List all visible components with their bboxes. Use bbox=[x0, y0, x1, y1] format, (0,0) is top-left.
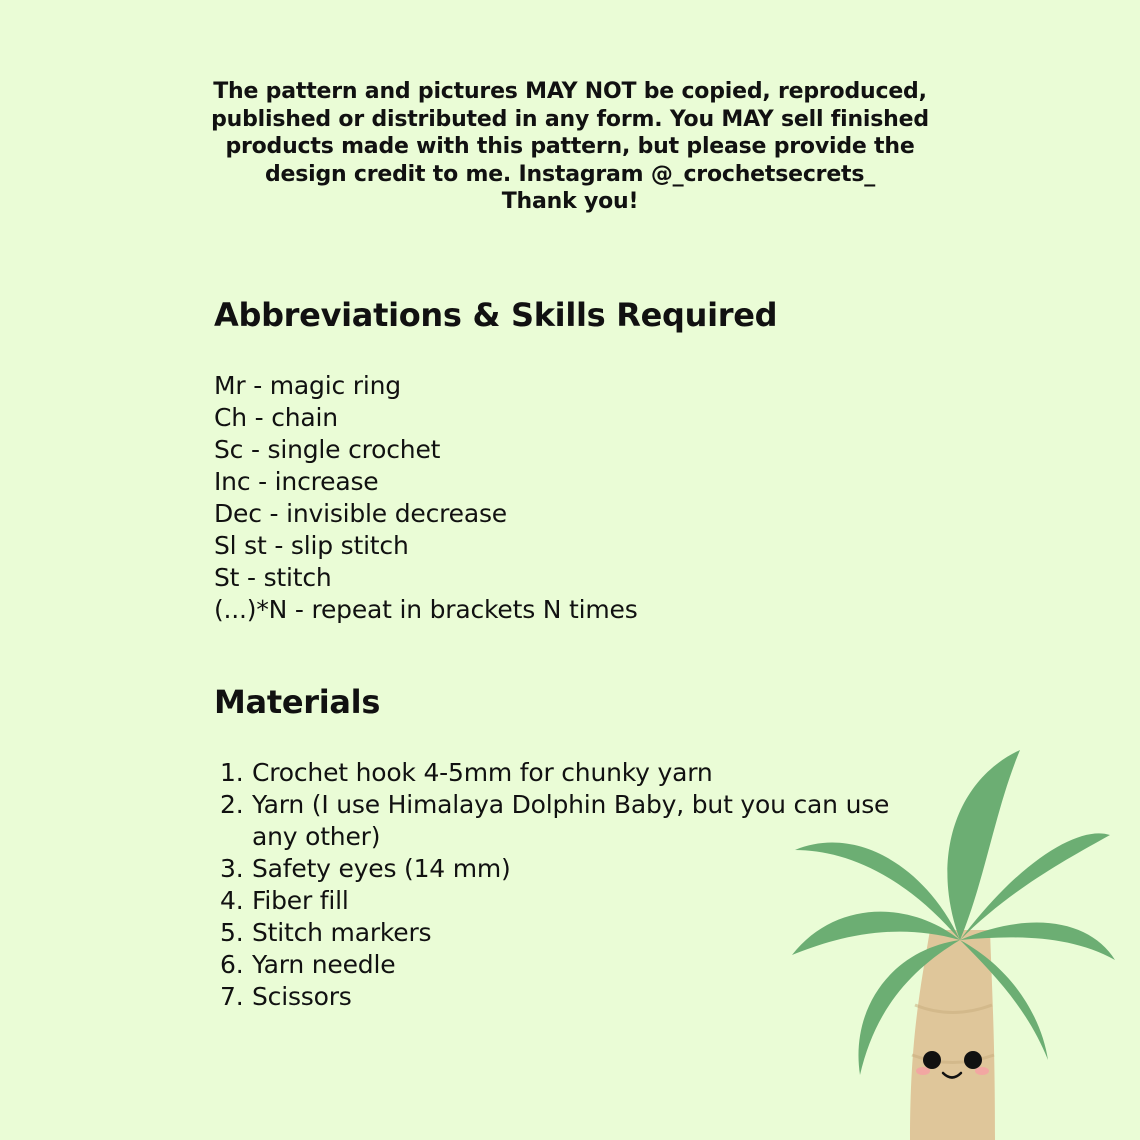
materials-heading: Materials bbox=[214, 683, 381, 721]
material-text: Yarn needle bbox=[252, 950, 396, 979]
material-number: 3. bbox=[220, 854, 244, 883]
material-number: 1. bbox=[220, 758, 244, 787]
abbreviation-item: Sc - single crochet bbox=[214, 435, 441, 464]
abbreviations-heading: Abbreviations & Skills Required bbox=[214, 296, 778, 334]
abbreviation-item: Sl st - slip stitch bbox=[214, 531, 409, 560]
abbreviation-item: Dec - invisible decrease bbox=[214, 499, 507, 528]
notice-line-4: design credit to me. Instagram @_crochetsecrets_ bbox=[264, 161, 876, 187]
material-text: Yarn (I use Himalaya Dolphin Baby, but you can use any other) bbox=[252, 790, 890, 851]
material-number: 4. bbox=[220, 886, 244, 915]
abbreviations-list bbox=[214, 370, 638, 626]
abbreviation-item: Mr - magic ring bbox=[214, 371, 401, 400]
material-text: Safety eyes (14 mm) bbox=[252, 854, 511, 883]
notice-line-5: Thank you! bbox=[501, 189, 639, 214]
material-number: 6. bbox=[220, 950, 244, 979]
material-number: 5. bbox=[220, 918, 244, 947]
abbreviation-item: Ch - chain bbox=[214, 403, 338, 432]
copyright-notice bbox=[200, 78, 940, 216]
material-text: Crochet hook 4-5mm for chunky yarn bbox=[252, 758, 713, 787]
smiling-palm-tree-icon bbox=[780, 740, 1140, 1140]
abbreviation-item: (...)*N - repeat in brackets N times bbox=[214, 595, 638, 624]
notice-line-3: products made with this pattern, but please provide the bbox=[225, 134, 915, 159]
abbreviation-item: St - stitch bbox=[214, 563, 332, 592]
material-text: Scissors bbox=[252, 982, 352, 1011]
material-text: Fiber fill bbox=[252, 886, 349, 915]
notice-line-1: The pattern and pictures MAY NOT be copied, reproduced, bbox=[213, 79, 927, 104]
notice-line-2: published or distributed in any form. You MAY sell finished bbox=[211, 106, 929, 132]
material-text: Stitch markers bbox=[252, 918, 432, 947]
material-number: 2. bbox=[220, 790, 244, 819]
abbreviation-item: Inc - increase bbox=[214, 467, 379, 496]
material-number: 7. bbox=[220, 982, 244, 1011]
